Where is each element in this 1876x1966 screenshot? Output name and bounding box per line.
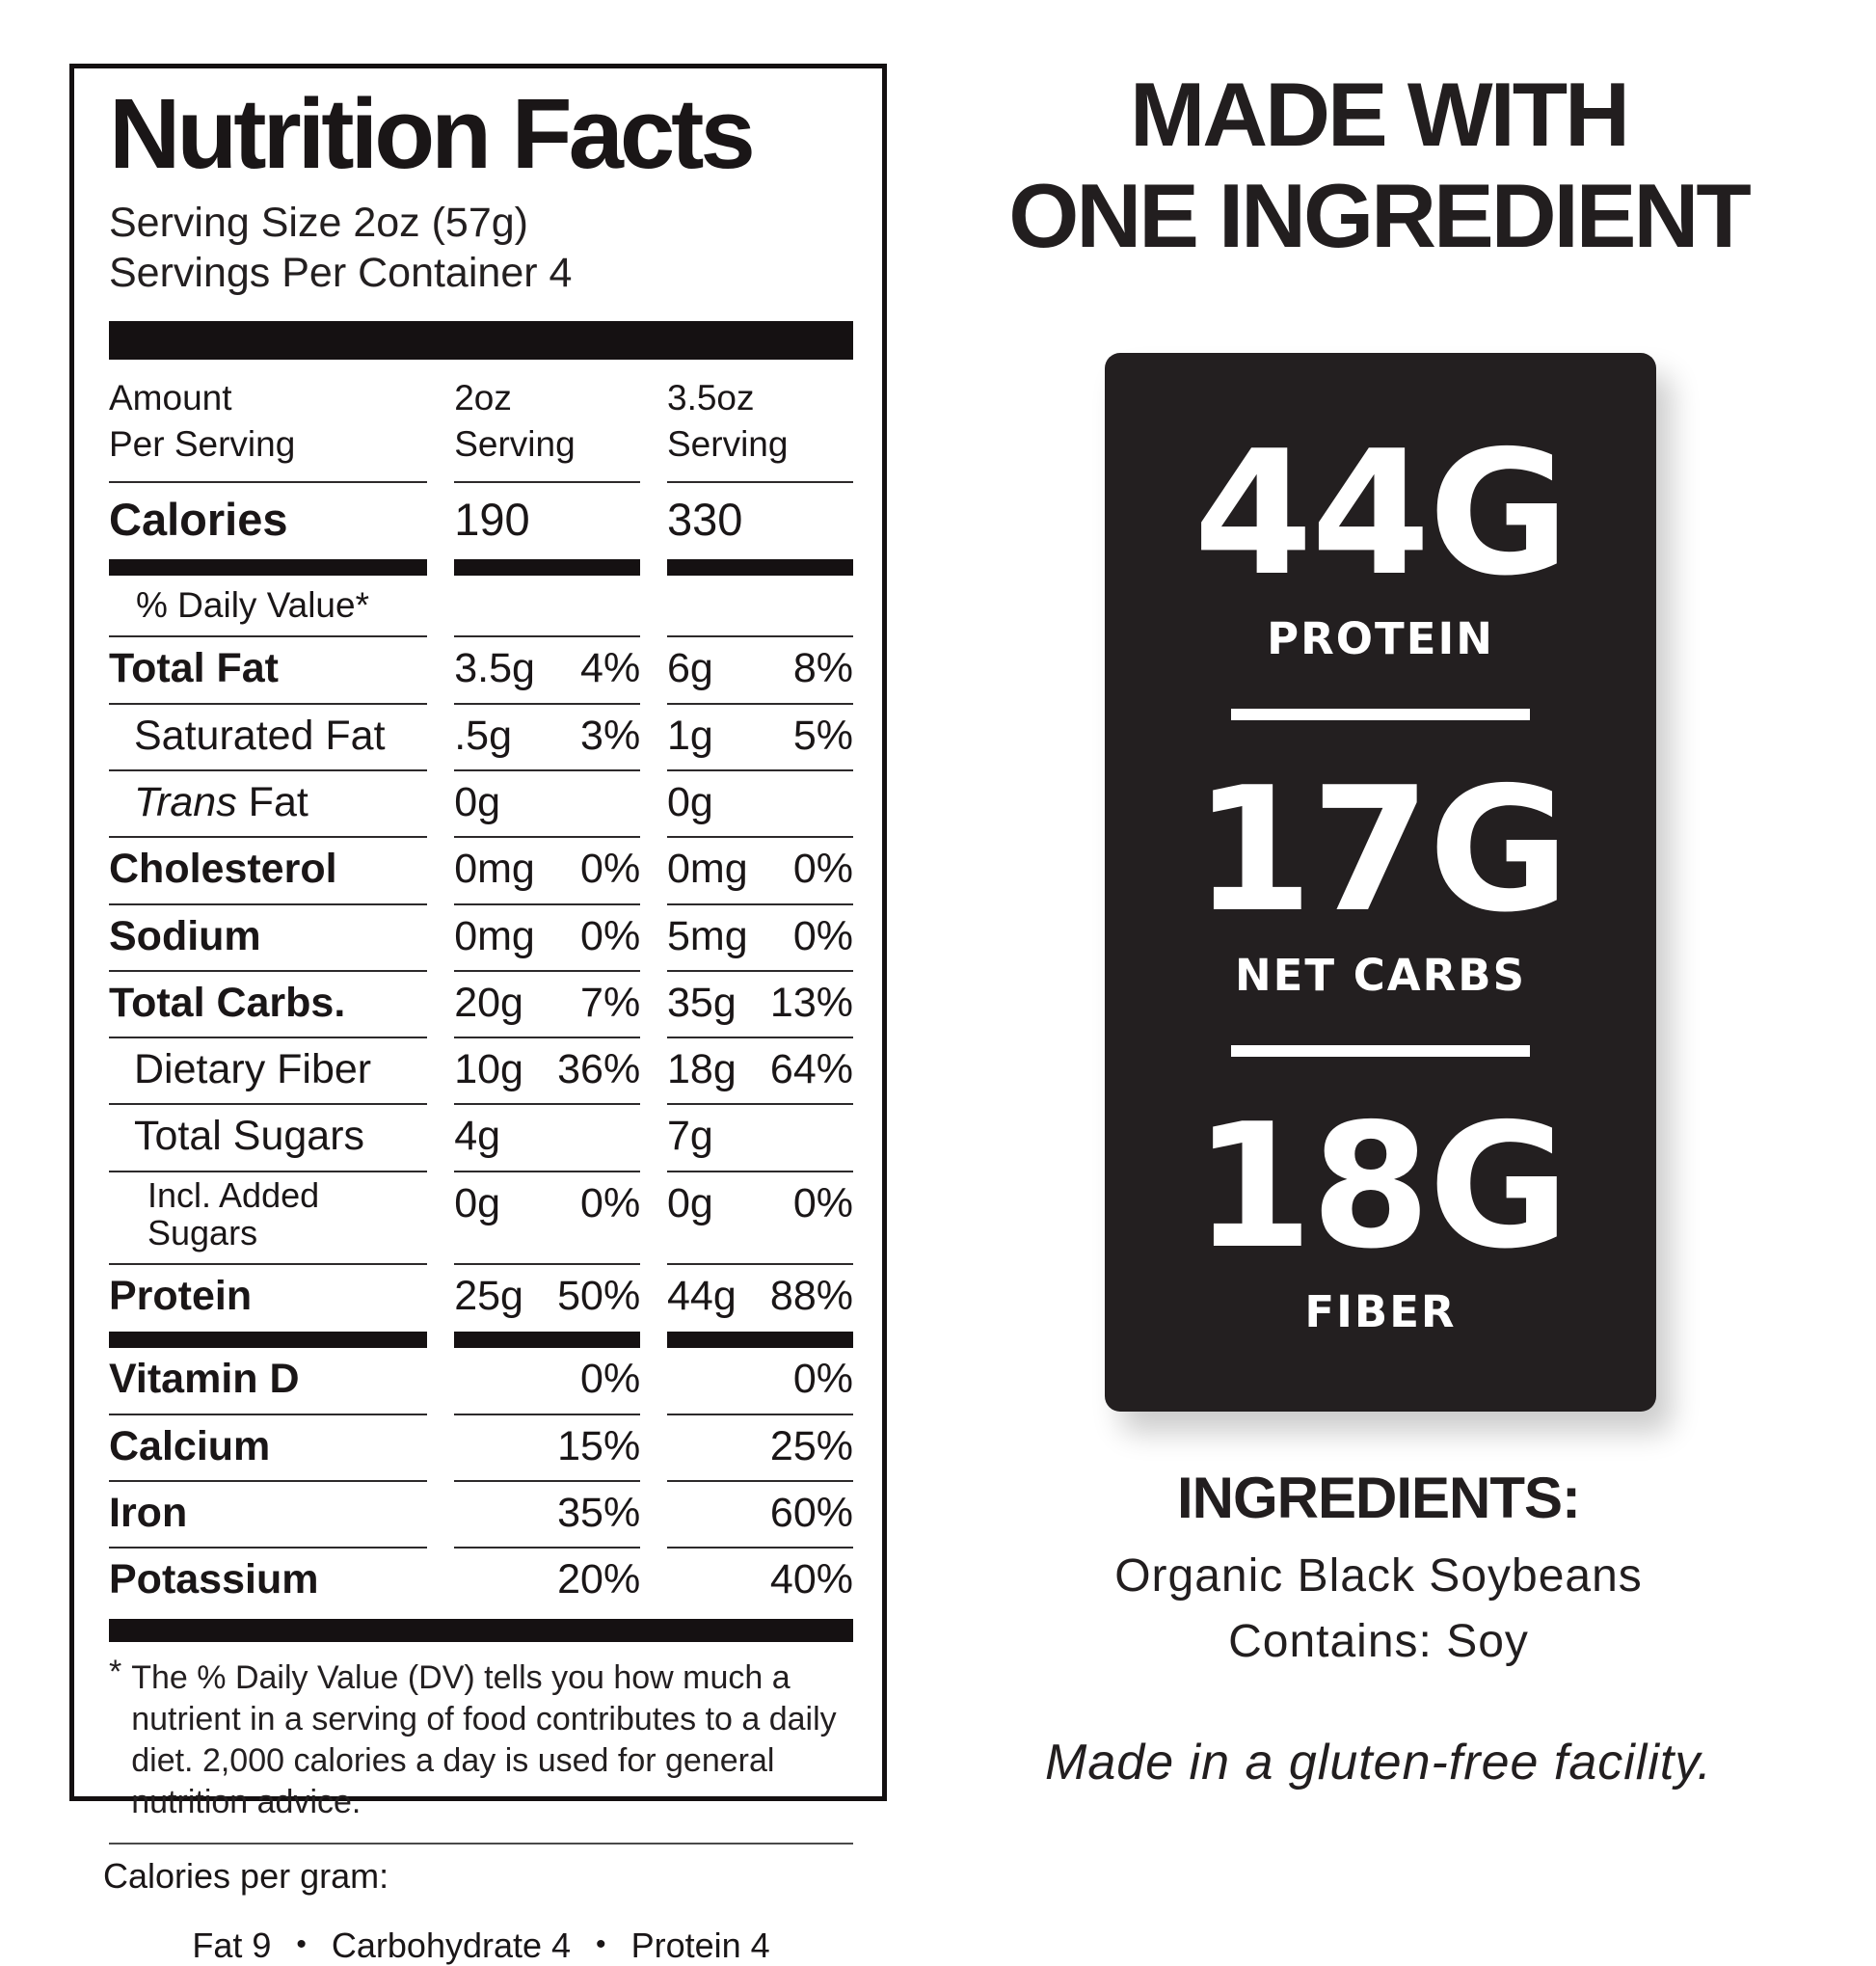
- nutrient-label: Cholesterol: [109, 838, 427, 904]
- value-cell-35oz: [667, 705, 853, 771]
- stat-fiber: [1193, 1086, 1568, 1337]
- header-2oz-line1: 2oz: [454, 378, 512, 418]
- value-cell-35oz: [667, 1348, 853, 1414]
- row-total-fat: [109, 637, 853, 704]
- value-cell-2oz: [454, 1105, 640, 1172]
- nutrient-label: Total Sugars: [109, 1105, 427, 1172]
- ingredients-section: [935, 1466, 1822, 1791]
- value-cell-35oz: [667, 972, 853, 1038]
- daily-value-spacer: [667, 576, 853, 637]
- top-divider-bar: [109, 321, 853, 360]
- value-cell-2oz: [454, 1348, 640, 1414]
- percent-2oz: 0%: [580, 912, 641, 959]
- protein-grams-value: 44G: [1193, 413, 1568, 613]
- percent-35oz: 60%: [769, 1489, 853, 1536]
- percent-35oz: 0%: [792, 1179, 853, 1226]
- amount-35oz: 44g: [667, 1272, 737, 1319]
- cpg-fat: Fat 9: [192, 1925, 272, 1965]
- vitamin-label: Potassium: [109, 1556, 319, 1603]
- value-cell-35oz: [667, 838, 853, 904]
- row-calcium: [109, 1415, 853, 1482]
- header-35oz-cell: [667, 360, 853, 483]
- header-2oz-cell: [454, 360, 640, 483]
- row-total-sugars: [109, 1105, 853, 1172]
- amount-35oz: 0g: [667, 778, 713, 825]
- value-cell-2oz: [454, 1038, 640, 1105]
- amount-35oz: 1g: [667, 712, 713, 759]
- row-cholesterol: [109, 838, 853, 904]
- amount-35oz: 35g: [667, 979, 737, 1026]
- stat-divider: [1231, 1045, 1530, 1057]
- value-cell-2oz: [454, 1549, 640, 1613]
- percent-35oz: 0%: [792, 846, 853, 893]
- value-cell-2oz: [454, 771, 640, 838]
- percent-35oz: 13%: [769, 979, 853, 1026]
- stat-net-carbs: [1193, 749, 1568, 1001]
- percent-2oz: 50%: [557, 1272, 641, 1319]
- percent-2oz: 0%: [580, 1179, 641, 1226]
- percent-2oz: 3%: [580, 712, 641, 759]
- nutrient-label: [109, 771, 427, 838]
- vitamin-label: Iron: [109, 1482, 427, 1549]
- percent-2oz: 15%: [557, 1422, 641, 1469]
- calories-label: Calories: [109, 494, 288, 546]
- amount-2oz: 0mg: [454, 846, 535, 893]
- percent-35oz: 25%: [769, 1422, 853, 1469]
- value-cell-2oz: [454, 1172, 640, 1265]
- percent-2oz: 0%: [580, 1356, 641, 1403]
- header-2oz-line2: Serving: [454, 424, 576, 465]
- amount-35oz: 7g: [667, 1113, 713, 1160]
- percent-2oz: 20%: [557, 1556, 641, 1603]
- percent-2oz: 35%: [557, 1489, 641, 1536]
- value-cell-35oz: [667, 1482, 853, 1549]
- value-cell-35oz: [667, 1415, 853, 1482]
- value-cell-35oz: [667, 771, 853, 838]
- bullet-separator: •: [596, 1927, 606, 1960]
- row-trans-fat: [109, 771, 853, 838]
- row-potassium: [109, 1549, 853, 1613]
- calories-value-35oz: 330: [667, 494, 743, 546]
- row-added-sugars: [109, 1172, 853, 1265]
- divider-bar-segment: [454, 559, 640, 576]
- daily-value-note: % Daily Value*: [109, 576, 427, 637]
- percent-35oz: 64%: [769, 1046, 853, 1093]
- amount-2oz: 10g: [454, 1046, 523, 1093]
- row-iron: [109, 1482, 853, 1549]
- amount-2oz: 0g: [454, 1179, 501, 1226]
- protein-grams-label: PROTEIN: [1267, 612, 1494, 664]
- percent-35oz: 40%: [769, 1556, 853, 1603]
- value-cell-2oz: [454, 1265, 640, 1330]
- percent-2oz: 7%: [580, 979, 641, 1026]
- amount-2oz: 4g: [454, 1113, 501, 1160]
- nutrient-label: Incl. Added Sugars: [109, 1172, 427, 1265]
- amount-2oz: 25g: [454, 1272, 523, 1319]
- column-header-row: [109, 360, 853, 483]
- percent-35oz: 0%: [792, 912, 853, 959]
- daily-value-row: [109, 576, 853, 637]
- row-vitamin-d: [109, 1348, 853, 1414]
- value-cell-2oz: [454, 838, 640, 904]
- percent-2oz: 36%: [557, 1046, 641, 1093]
- gluten-free-facility-note: Made in a gluten-free facility.: [1045, 1735, 1712, 1791]
- value-cell-2oz: [454, 905, 640, 972]
- row-sodium: [109, 905, 853, 972]
- amount-35oz: 0g: [667, 1179, 713, 1226]
- net-carbs-grams-value: 17G: [1193, 749, 1568, 950]
- daily-value-footnote: [109, 1654, 853, 1822]
- percent-35oz: 5%: [792, 712, 853, 759]
- amount-2oz: 0g: [454, 778, 501, 825]
- allergen-statement: Contains: Soy: [1228, 1616, 1529, 1668]
- nutrient-label: Sodium: [109, 905, 427, 972]
- calories-row: [109, 483, 853, 557]
- value-cell-35oz: [667, 1038, 853, 1105]
- protein-divider-bars: [109, 1330, 853, 1348]
- divider-bar-segment: [109, 559, 427, 576]
- divider-bar-segment: [109, 1332, 427, 1348]
- headline-line1: MADE WITH: [1129, 64, 1628, 165]
- value-cell-35oz: [667, 1172, 853, 1265]
- nutrition-facts-title: Nutrition Facts: [109, 78, 752, 189]
- row-dietary-fiber: [109, 1038, 853, 1105]
- row-saturated-fat: [109, 705, 853, 771]
- ingredients-list: Organic Black Soybeans: [1114, 1550, 1643, 1602]
- header-amount-line2: Per Serving: [109, 424, 296, 465]
- calories-per-gram-values: [109, 1926, 853, 1966]
- calories-per-gram-label: Calories per gram:: [103, 1855, 389, 1896]
- footnote-text: The % Daily Value (DV) tells you how much a nutrient in a serving of food contributes to a daily diet. 2,000 calories a day is used for general nutrition advice.: [131, 1659, 837, 1820]
- calories-divider-bars: [109, 557, 853, 576]
- amount-35oz: 5mg: [667, 912, 748, 959]
- percent-35oz: 8%: [792, 645, 853, 692]
- amount-35oz: 0mg: [667, 846, 748, 893]
- bottom-divider-bar: [109, 1619, 853, 1642]
- cpg-carbohydrate: Carbohydrate 4: [331, 1925, 572, 1965]
- amount-2oz: 0mg: [454, 912, 535, 959]
- ingredients-heading: INGREDIENTS:: [1176, 1466, 1581, 1530]
- value-cell-35oz: [667, 637, 853, 704]
- header-35oz-line1: 3.5oz: [667, 378, 755, 418]
- nutrition-facts-panel: [69, 64, 887, 1965]
- macro-stats-box: [1105, 353, 1656, 1412]
- value-cell-2oz: [454, 1415, 640, 1482]
- calories-value-2oz: 190: [454, 494, 530, 546]
- fiber-grams-label: FIBER: [1304, 1285, 1457, 1337]
- divider-bar-segment: [667, 559, 853, 576]
- servings-per-container-text: Servings Per Container 4: [109, 249, 573, 296]
- vitamin-label: Calcium: [109, 1415, 427, 1482]
- bullet-separator: •: [296, 1927, 307, 1960]
- percent-35oz: 88%: [769, 1272, 853, 1319]
- cpg-protein: Protein 4: [630, 1925, 770, 1965]
- percent-35oz: 0%: [792, 1356, 853, 1403]
- value-cell-35oz: [667, 1549, 853, 1613]
- daily-value-spacer: [454, 576, 640, 637]
- header-35oz-line2: Serving: [667, 424, 789, 465]
- value-cell-35oz: [667, 1265, 853, 1330]
- nutrient-label: Total Fat: [109, 637, 427, 704]
- net-carbs-grams-label: NET CARBS: [1235, 949, 1526, 1001]
- made-with-headline: [935, 64, 1822, 267]
- nutrient-label: Protein: [109, 1272, 253, 1319]
- nutrient-label: Total Carbs.: [109, 972, 427, 1038]
- amount-2oz: 20g: [454, 979, 523, 1026]
- value-cell-2oz: [454, 705, 640, 771]
- nutrient-label: Saturated Fat: [109, 705, 427, 771]
- stat-protein: [1193, 413, 1568, 664]
- fiber-grams-value: 18G: [1193, 1086, 1568, 1286]
- amount-2oz: 3.5g: [454, 645, 535, 692]
- header-amount-line1: Amount: [109, 378, 232, 418]
- value-cell-2oz: [454, 1482, 640, 1549]
- header-amount-cell: [109, 360, 427, 483]
- serving-size-text: Serving Size 2oz (57g): [109, 200, 528, 246]
- percent-2oz: 0%: [580, 846, 641, 893]
- value-cell-35oz: [667, 905, 853, 972]
- value-cell-2oz: [454, 637, 640, 704]
- trans-rest: Fat: [236, 778, 308, 825]
- row-total-carbs: [109, 972, 853, 1038]
- headline-line2: ONE INGREDIENT: [1008, 165, 1749, 267]
- value-cell-35oz: [667, 1105, 853, 1172]
- percent-2oz: 4%: [580, 645, 641, 692]
- divider-bar-segment: [454, 1332, 640, 1348]
- value-cell-2oz: [454, 972, 640, 1038]
- stat-divider: [1231, 709, 1530, 720]
- vitamin-label: Vitamin D: [109, 1348, 427, 1414]
- footnote-asterisk: *: [109, 1654, 122, 1691]
- amount-2oz: .5g: [454, 712, 512, 759]
- amount-35oz: 18g: [667, 1046, 737, 1093]
- divider-bar-segment: [667, 1332, 853, 1348]
- footnote-divider-rule: [109, 1843, 853, 1845]
- amount-35oz: 6g: [667, 645, 713, 692]
- row-protein: [109, 1265, 853, 1330]
- nutrient-label: Dietary Fiber: [109, 1038, 427, 1105]
- trans-italic: Trans: [134, 778, 237, 825]
